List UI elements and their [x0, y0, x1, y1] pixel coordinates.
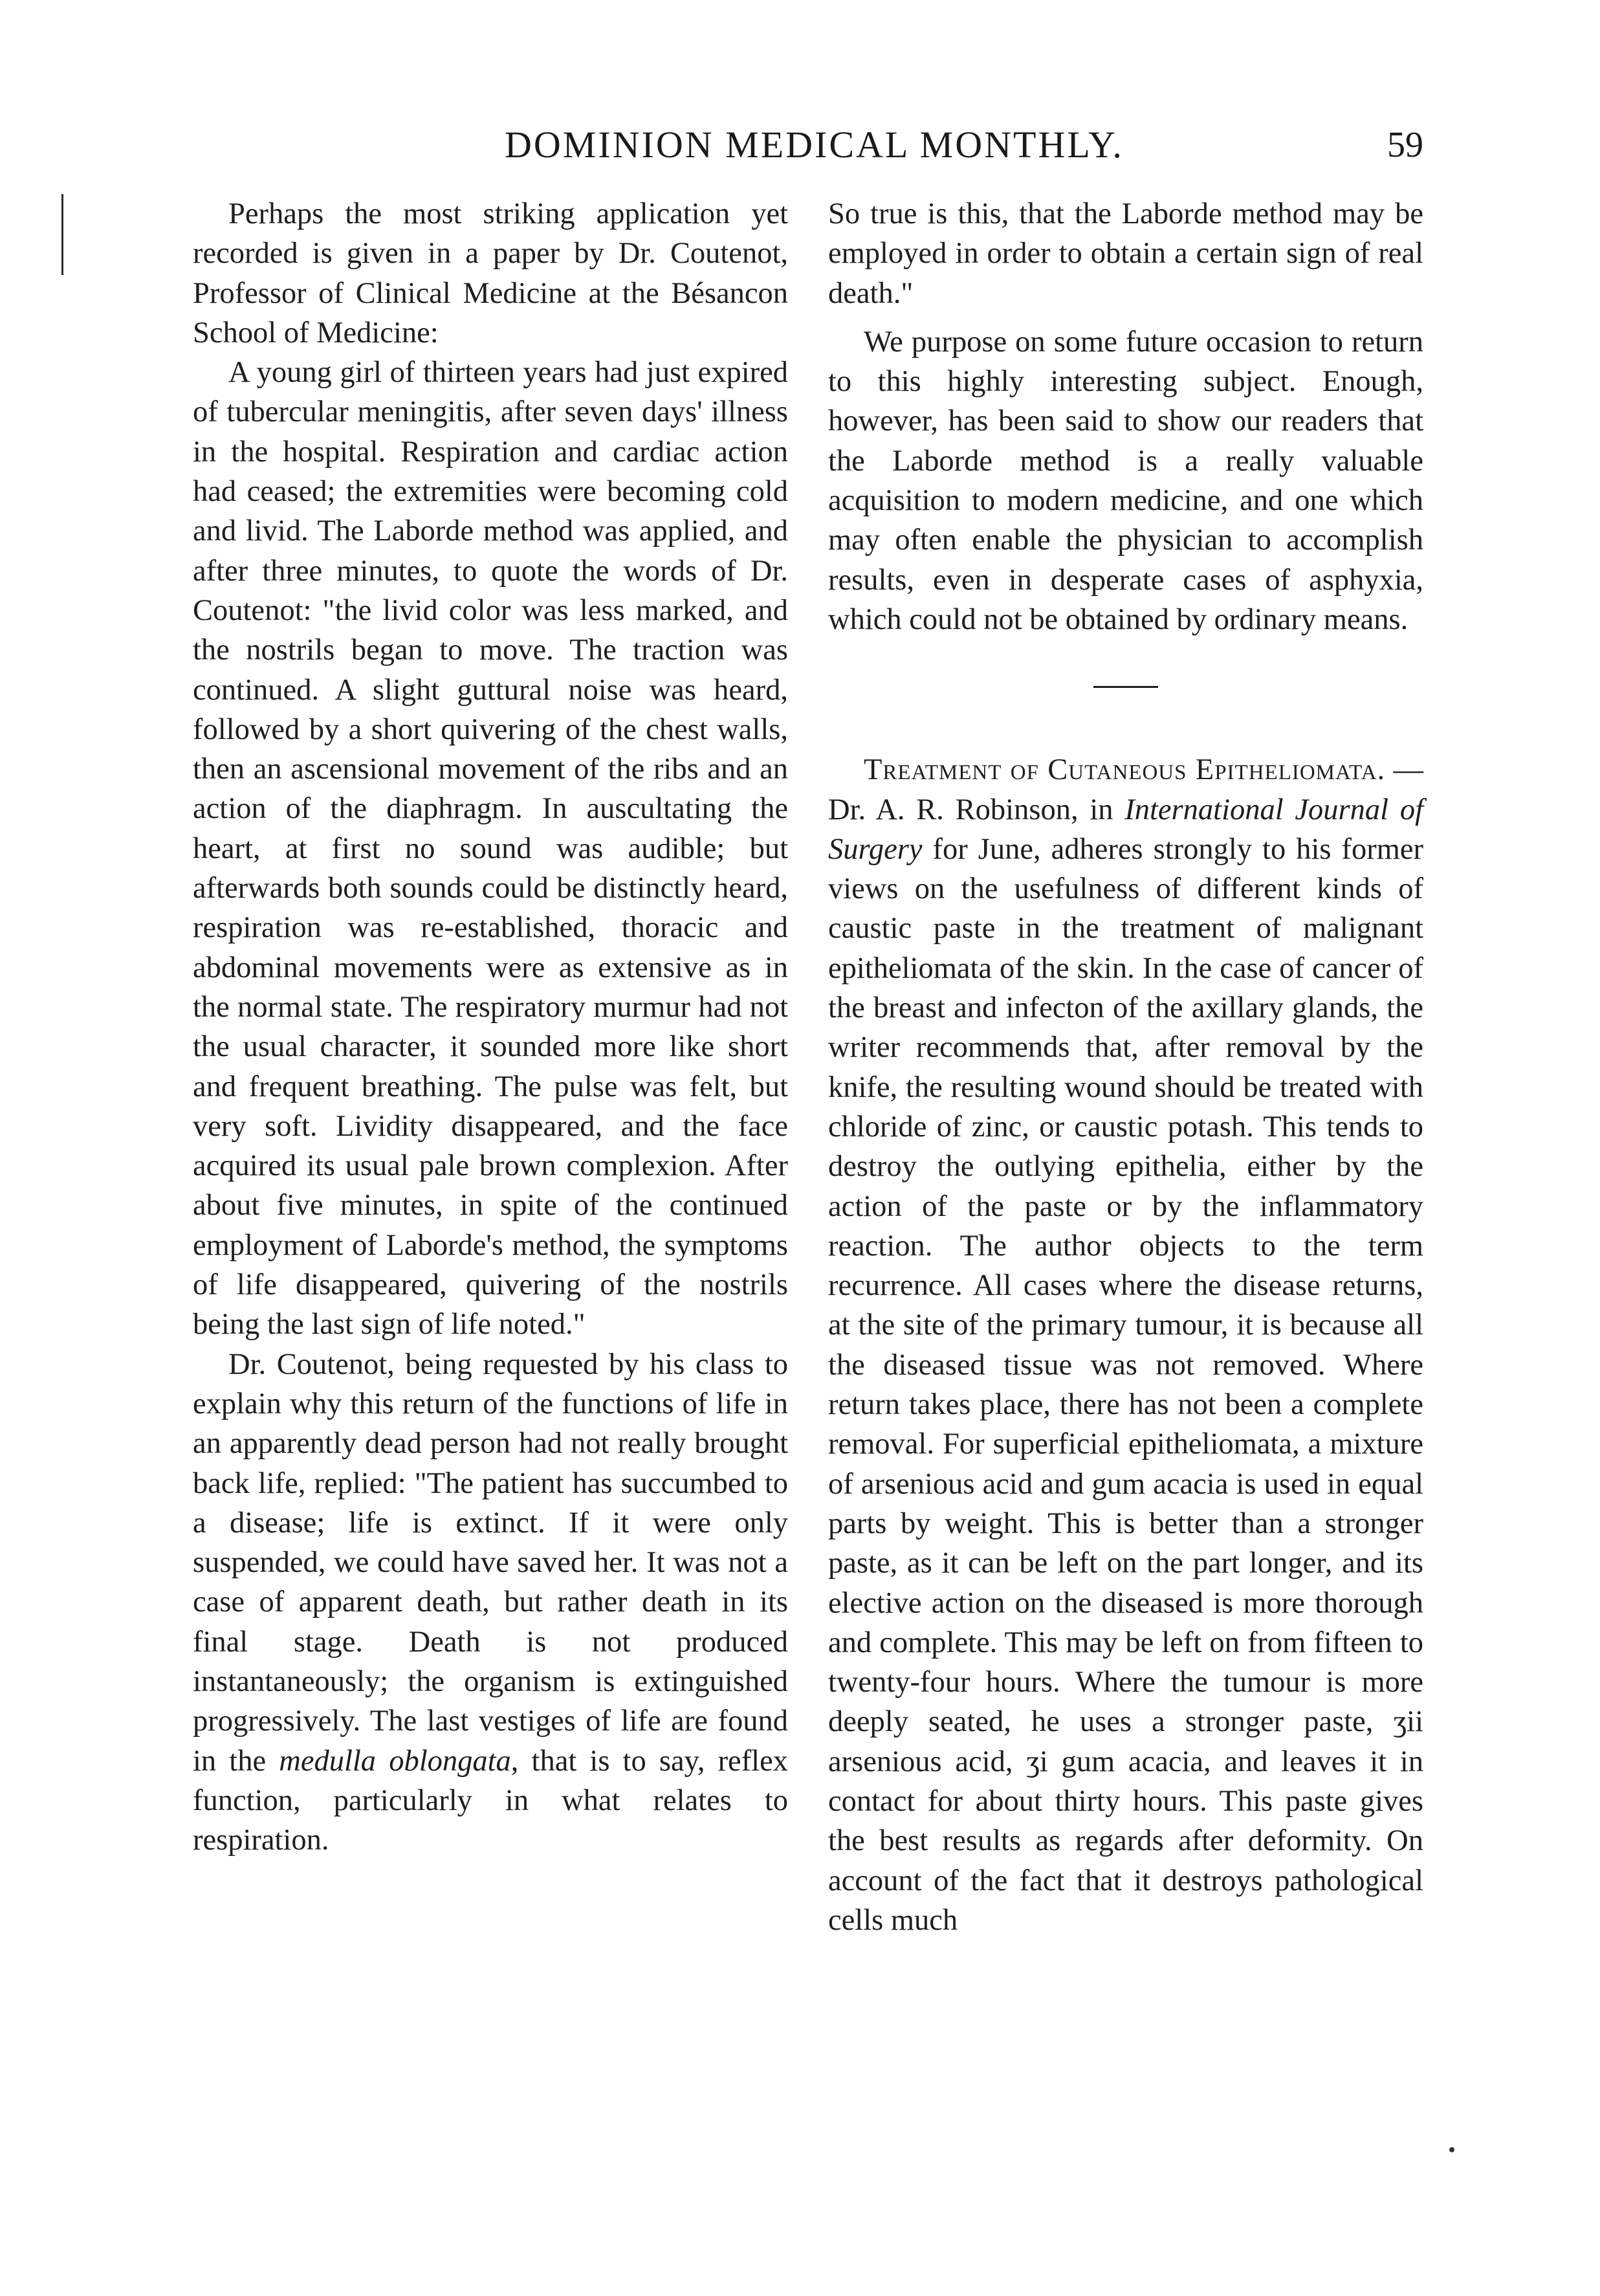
left-column: [193, 194, 788, 1860]
medulla-oblongata-term: medulla oblongata: [279, 1744, 511, 1778]
section-heading: Treatment of Cutaneous Epitheliomata.: [864, 753, 1386, 787]
paragraph-real-death: So true is this, that the Laborde method may be employed in order to obtain a certain sign of real death.": [828, 197, 1423, 310]
paragraph-coutenot-reply: [193, 1345, 788, 1860]
running-head: [194, 123, 1423, 181]
epitheliomata-body: for June, adheres strongly to his former views on the usefulness of different kinds of caustic paste in the treatment of malignant epitheliomata of the skin. In the case of cancer of the breast and infecton of the axillary glands, the writer recommends that, after removal by the knife, the resulting wound should be treated with chloride of zinc, or caustic potash. This tends to destroy the outlying epithelia, either by the action of the paste or by the inflammatory reaction. The author objects to the term recurrence. All cases where the disease returns, at the site of the primary tumour, it is because all the diseased tissue was not removed. Where return takes place, there has not been a complete removal. For superficial epitheliomata, a mixture of arsenious acid and gum acacia is used in equal parts by weight. This is better than a stronger paste, as it can be left on the part longer, and its elective action on the diseased is more thorough and complete. This may be left on from fifteen to twenty-four hours. Where the tumour is more deeply seated, he uses a stronger paste, ʒii arsenious acid, ʒi gum acacia, and leaves it in contact for about thirty hours. This paste gives the best results as regards after deformity. On account of the fact that it destroys pathological cells much: [828, 832, 1423, 1937]
journal-title: DOMINION MEDICAL MONTHLY.: [505, 124, 1124, 166]
stray-mark: [1449, 2147, 1454, 2152]
reply-text-start: Dr. Coutenot, being requested by his class to explain why this return of the functions of life in an apparently dead person had not really brought back life, replied: "The patient has succumbed to a disease; life is extinct. If it were only suspended, we could have saved her. It was not a case of apparent death, but rather death in its final stage. Death is not produced instantaneously; the organism is extinguished progressively. The last vestiges of life are found in the: [193, 1347, 788, 1778]
right-column: [828, 194, 1423, 1940]
page-number: 59: [1387, 125, 1423, 165]
paragraph-epitheliomata: [828, 750, 1423, 1940]
paragraph-laborde-summary: We purpose on some future occasion to return to this highly interesting subject. Enough, however, has been said to show our readers that the Laborde method is a really valuable acquisition to modern medicine, and one which may often enable the physician to accomplish results, even in desperate cases of asphyxia, which could not be obtained by ordinary means.: [828, 325, 1423, 636]
paragraph-case-report: A young girl of thirteen years had just expired of tubercular meningitis, after seven days' illness in the hospital. Respiration and cardiac action had ceased; the extremities were becoming cold and livid. The Laborde method was applied, and after three minutes, to quote the words of Dr. Coutenot: "the livid color was less marked, and the nostrils began to move. The traction was continued. A slight guttural noise was heard, followed by a short quivering of the chest walls, then an ascensional movement of the ribs and an action of the diaphragm. In auscultating the heart, at first no sound was audible; but afterwards both sounds could be distinctly heard, respiration was re-established, thoracic and abdominal movements were as extensive as in the normal state. The respiratory murmur had not the usual character, it sounded more like short and frequent breathing. The pulse was felt, but very soft. Lividity disappeared, and the face acquired its usual pale brown complexion. After about five minutes, in spite of the continued employment of Laborde's method, the symptoms of life disappeared, quivering of the nostrils being the last sign of life noted.": [193, 356, 788, 1341]
margin-rule: [61, 194, 63, 275]
reply-text-end: , that is to say, reflex function, particularly in what relates to respiration.: [193, 1744, 788, 1857]
paragraph-coutenot-intro: Perhaps the most striking application yet recorded is given in a paper by Dr. Coutenot, Professor of Clinical Medicine at the Bésancon School of Medicine:: [193, 197, 788, 349]
section-divider: [1093, 686, 1158, 688]
journal-citation: International Journal of Surgery: [828, 793, 1423, 866]
epitheliomata-intro: —Dr. A. R. Robinson, in: [828, 753, 1423, 826]
